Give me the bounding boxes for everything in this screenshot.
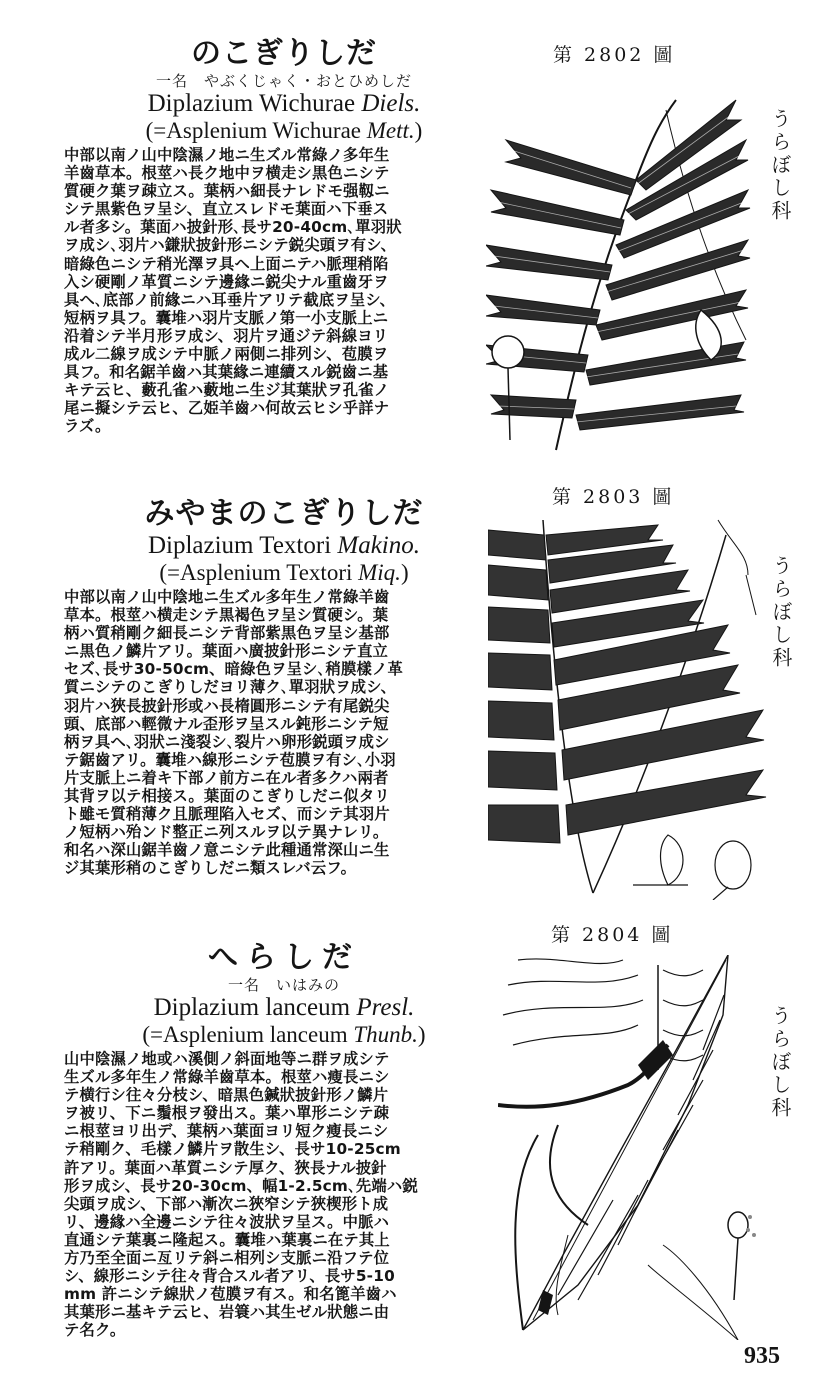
entry-description: 中部以南ノ山中陰濕ノ地ニ生ズル常綠ノ多年生 羊齒草本。根莖ハ長ク地中ヲ横走シ黒色ニシテ 質硬ク葉ヲ疎立ス。葉柄ハ細長ナレドモ强靱ニ シテ黒紫色ヲ呈シ、直立スレドモ葉面ハ下垂ス ル者多シ。葉面ハ披針形､長サ20-40cm､單羽狀 ヲ成シ､羽片ハ鎌狀披針形ニシテ鋭尖頭ヲ有シ、 暗綠色ニシテ稍光澤ヲ具ヘ上面ニテハ脈理稍陷 入シ硬剛ノ革質ニシテ邊緣ニ鋭尖ナル重齒牙ヲ 具ヘ､底部ノ前緣ニハ耳垂片アリテ截底ヲ呈シ、 短柄ヲ具フ。囊堆ハ羽片支脈ノ第一小支脈上ニ 沿着シテ半月形ヲ成シ、羽片ヲ通ジテ斜線ヨリ 成ル二線ヲ成シテ中脈ノ兩側ニ排列シ、苞膜ヲ 具フ。和名鋸羊齒ハ其葉緣ニ連續スル鋭齒ニ基 キテ云ヒ、藪孔雀ハ藪地ニ生ジ其葉狀ヲ孔雀ノ 尾ニ擬シテ云ヒ、乙姫羊齒ハ何故云ヒシ乎詳ナ ラズ。: [64, 146, 402, 436]
entry-nokogirishida: [64, 36, 504, 436]
family-label: うらぼし科: [768, 108, 792, 223]
long-tapered-pinnate-fern-frond-icon: [488, 515, 768, 900]
family-label: うらぼし科: [768, 1005, 792, 1120]
entry-synonym: (=Asplenium Wichurae Mett.): [145, 118, 423, 143]
entry-alias: 一名 いはみの: [227, 976, 340, 994]
entry-synonym: (=Asplenium lanceum Thunb.): [142, 1022, 426, 1047]
figure-label-2804: 第 2804 圖: [551, 924, 674, 946]
lanceolate-simple-fern-frond-icon: [498, 955, 758, 1340]
entry-herashida: [64, 940, 504, 1340]
entry-scientific-name: Diplazium Wichurae Diels.: [147, 90, 421, 117]
entry-description: 中部以南ノ山中陰地ニ生ズル多年生ノ常綠羊齒 草本。根莖ハ横走シテ黒褐色ヲ呈シ質硬シ。葉 柄ハ質稍剛ク細長ニシテ背部紫黒色ヲ呈シ基部 ニ黒色ノ鱗片アリ。葉面ハ廣披針形ニシテ直立 セズ､長サ30-50cm、暗綠色ヲ呈シ､稍膜樣ノ革 質ニシテのこぎりしだヨリ薄ク､單羽狀ヲ成シ、 羽片ハ狹長披針形或ハ長楕圓形ニシテ有尾鋭尖 頭、底部ハ輕微ナル歪形ヲ呈スル鈍形ニシテ短 柄ヲ具ヘ､羽狀ニ淺裂シ､裂片ハ卵形鋭頭ヲ成シ テ鋸齒アリ。囊堆ハ線形ニシテ苞膜ヲ有シ､小羽 片支脈上ニ着キ下部ノ前方ニ在ル者多クハ兩者 其背ヲ以テ相接ス。葉面のこぎりしだニ似タリ ト雖モ質稍薄ク且脈理陷入セズ、而シテ其羽片 ノ短柄ハ殆ンド整正ニ列スルヲ以テ異ナレリ。 和名ハ深山鋸羊齒ノ意ニシテ此種通常深山ニ生 ジ其葉形稍のこぎりしだニ類スレバ云フ。: [64, 588, 403, 878]
entry-scientific-name: Diplazium lanceum Presl.: [153, 994, 415, 1021]
entry-scientific-name: Diplazium Textori Makino.: [147, 532, 421, 559]
entry-alias: 一名 やぶくじゃく・おとひめしだ: [155, 72, 412, 90]
entry-japanese-name: へらしだ: [208, 940, 360, 975]
page-number: 935: [744, 1343, 780, 1369]
entry-japanese-name: のこぎりしだ: [191, 36, 377, 71]
figure-label-2803: 第 2803 圖: [552, 486, 675, 508]
serrated-pinnate-fern-frond-icon: [486, 80, 766, 460]
entry-miyamanokogirishida: [64, 496, 504, 878]
entry-description: 山中陰濕ノ地或ハ溪側ノ斜面地等ニ群ヲ成シテ 生ズル多年生ノ常綠羊齒草本。根莖ハ瘦長ニシ テ横行シ往々分枝シ、暗黒色鍼狀披針形ノ鱗片 ヲ被リ、下ニ鬚根ヲ發出ス。葉ハ單形ニシテ疎 ニ根莖ヨリ出デ、葉柄ハ葉面ヨリ短ク瘦長ニシ テ稍剛ク、毛樣ノ鱗片ヲ散生シ、長サ10-25cm 許アリ。葉面ハ革質ニシテ厚ク、狹長ナル披針 形ヲ成シ、長サ20-30cm、幅1-2.5cm､先端ハ鋭 尖頭ヲ成シ、下部ハ漸次ニ狹窄シテ狹楔形ト成 リ、邊緣ハ全邊ニシテ往々波狀ヲ呈ス。中脈ハ 直通シテ葉裏ニ隆起ス。囊堆ハ葉裏ニ在テ其上 方乃至全面ニ亙リテ斜ニ相列シ支脈ニ沿フテ位 シ、線形ニシテ往々背合スル者アリ、長サ5-10 mm 許ニシテ線狀ノ苞膜ヲ有ス。和名篦羊齒ハ 其葉形ニ基キテ云ヒ、岩簑ハ其生ゼル狀態ニ由 テ名ク。: [64, 1050, 418, 1340]
figure-label-2802: 第 2802 圖: [553, 44, 676, 66]
family-label: うらぼし科: [769, 555, 793, 670]
entry-synonym: (=Asplenium Textori Miq.): [159, 560, 409, 585]
entry-japanese-name: みやまのこぎりしだ: [144, 496, 424, 531]
